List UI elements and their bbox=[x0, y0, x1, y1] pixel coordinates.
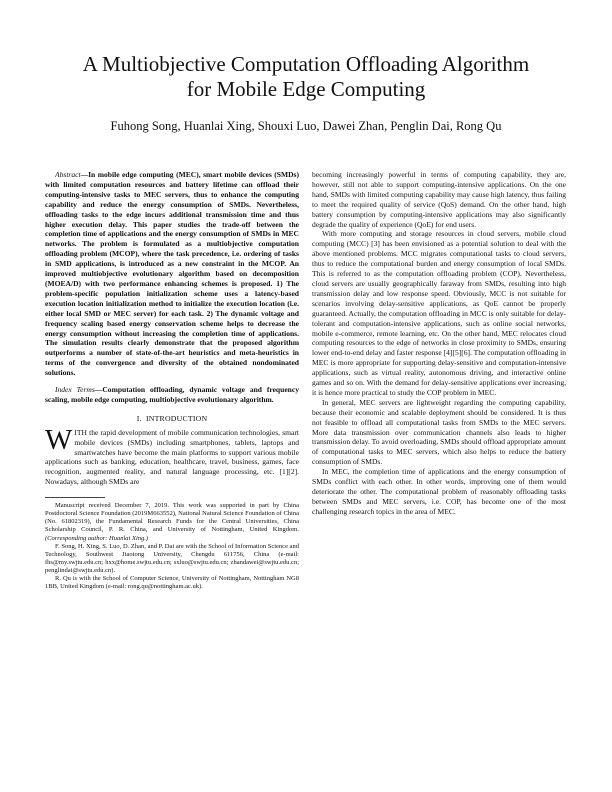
index-terms-text: Computation offloading, dynamic voltage and frequency scaling, mobile edge computing, multiobjective evolutionary algorithm. bbox=[45, 385, 299, 404]
author-list: Fuhong Song, Huanlai Xing, Shouxi Luo, Dawei Zhan, Penglin Dai, Rong Qu bbox=[110, 119, 502, 133]
drop-cap: W bbox=[45, 423, 73, 456]
footnote-rule bbox=[45, 497, 105, 498]
footnote-corresponding-author: (Corresponding author: Huanlai Xing.) bbox=[45, 534, 149, 542]
section-heading-introduction bbox=[45, 414, 299, 424]
intro-paragraph-1 bbox=[45, 423, 299, 487]
abstract bbox=[45, 170, 299, 378]
footnote-affiliation-swjtu: F. Song, H. Xing, S. Luo, D. Zhan, and P. Dai are with the School of Information Science and Technology, Southwest Jiaotong University, Chengdu 611756, China (e-mail: fhs@my.swjtu.edu.cn; hxx@home.swjtu.edu.cn; sxluo@swjtu.edu.cn; zhandawei@swjtu.edu.cn; penglindai@swjtu.edu.cn). bbox=[45, 542, 299, 574]
index-terms-dash: — bbox=[94, 385, 103, 395]
abstract-text: In mobile edge computing (MEC), smart mobile devices (SMDs) with limited computation resources and battery lifetime can offload their computing-intensive tasks to MEC servers, thus to enhance the computing capability and reduce the energy consumption of SMDs. Nevertheless, offloading tasks to the edge incurs additional transmission time and thus higher execution delay. This paper studies the trade-off between the completion time of applications and the energy consumption of SMDs in MEC networks. The problem is formulated as a multiobjective computation offloading problem (MCOP), where the task precedence, i.e. ordering of tasks in SMD applications, is introduced as a new constraint in the MCOP. An improved multiobjective evolutionary algorithm based on decomposition (MOEA/D) with two performance enhancing schemes is proposed. 1) The problem-specific population initialization scheme uses a latency-based execution location initialization method to initialize the execution location (i.e. either local SMD or MEC server) for each task. 2) The dynamic voltage and frequency scaling based energy conservation scheme helps to decrease the energy consumption without increasing the completion time of applications. The simulation results clearly demonstrate that the proposed algorithm outperforms a number of state-of-the-art heuristics and meta-heuristics in terms of the convergence and diversity of the obtained nondominated solutions. bbox=[45, 170, 299, 378]
right-paragraph-3: In general, MEC servers are lightweight regarding the computing capability, because their economic and scalable deployment should be considered. It is thus not feasible to offload all computational tasks from SMDs to the MEC servers. More data transmission over communication channels also leads to higher transmission delay. To avoid overloading, SMDs should offload appropriate amount of computational tasks to MEC servers, which also helps to reduce the battery consumption of SMDs. bbox=[312, 397, 566, 467]
paper-title bbox=[40, 52, 572, 102]
right-paragraph-2: With more computing and storage resources in cloud servers, mobile cloud computing (MCC) [3] has been envisioned as a potential solution to deal with the above mentioned problems. MCC migrates computational tasks to cloud servers, thus to reduce the computational burden and energy consumption of local SMDs. This is referred to as the computation offloading problem (COP). Nevertheless, cloud servers are usually geographically faraway from SMDs, resulting into high transmission delay and low response speed. Obviously, MCC is not suitable for scenarios involving delay-sensitive applications, as QoE cannot be properly guaranteed. Actually, the computation offloading in MCC is only suitable for delay-tolerant and computation-intensive applications, such as online social networks, mobile e-commerce, remote learning, etc. On the other hand, MEC relocates cloud computing resources to the edge of networks in close proximity to SMDs, ensuring lower end-to-end delay and faster response [4][5][6]. The computation offloading in MEC is more appropriate for supporting delay-sensitive and computation-intensive applications, such as virtual reality, autonomous driving, and interactive online games and so on. With the demand for delay-sensitive applications ever increasing, it is hence more practical to study the COP problem in MEC. bbox=[312, 229, 566, 397]
title-line-1: A Multiobjective Computation Offloading Algorithm bbox=[82, 52, 530, 76]
footnotes bbox=[45, 502, 299, 591]
section-title-rest: NTRODUCTION bbox=[148, 413, 208, 423]
abstract-label: Abstract bbox=[55, 170, 81, 179]
footnote-affiliation-nottingham: R. Qu is with the School of Computer Science, University of Nottingham, Nottingham NG8 1BB, United Kingdom (e-mail: rong.qu@nottingham.ac.uk). bbox=[45, 575, 299, 591]
title-line-2: for Mobile Edge Computing bbox=[186, 77, 426, 101]
right-paragraph-4: In MEC, the completion time of applications and the energy consumption of SMDs conflict with each other. In other words, improving one of them would deteriorate the other. The computational problem of reasonably offloading tasks between SMDs and MEC servers, i.e. COP, has become one of the most challenging research topics in the area of MEC. bbox=[312, 467, 566, 516]
footnote-manuscript bbox=[45, 502, 299, 542]
index-terms bbox=[45, 385, 299, 405]
right-paragraph-1: becoming increasingly powerful in terms of computing capability, they are, however, still not able to support computing-intensive applications. On the one hand, SMDs with limited computing capability may cause high latency, thus failing to meet the required quality of service (QoS) demand. On the other hand, high battery consumption by computing-intensive applications may also significantly degrade the quality of experience (QoE) for end users. bbox=[312, 170, 566, 229]
intro-paragraph-1-text: ITH the rapid development of mobile communication technologies, smart mobile devices (SMDs) including smartphones, tablets, laptops and smartwatches have become the main platforms to support various mobile applications such as banking, education, healthcare, travel, business, games, face recognition, augmented reality, and natural language processing, etc. [1][2]. Nowadays, although SMDs are bbox=[45, 427, 299, 487]
left-column bbox=[45, 170, 299, 591]
section-title-initial: I bbox=[145, 413, 149, 423]
index-terms-label: Index Terms bbox=[55, 385, 95, 395]
footnote-manuscript-text: Manuscript received December 7, 2019. This work was supported in part by China Postdoctoral Science Foundation (2019M663552), National Natural Science Foundation of China (No. 61802319), the Fundamental Research Funds for the Central Universities, China Scholarship Council, P. R. China, and University of Nottingham, United Kingdom. bbox=[45, 502, 299, 534]
right-column bbox=[312, 170, 566, 517]
abstract-dash: — bbox=[80, 170, 89, 179]
section-number: I. bbox=[136, 413, 142, 423]
